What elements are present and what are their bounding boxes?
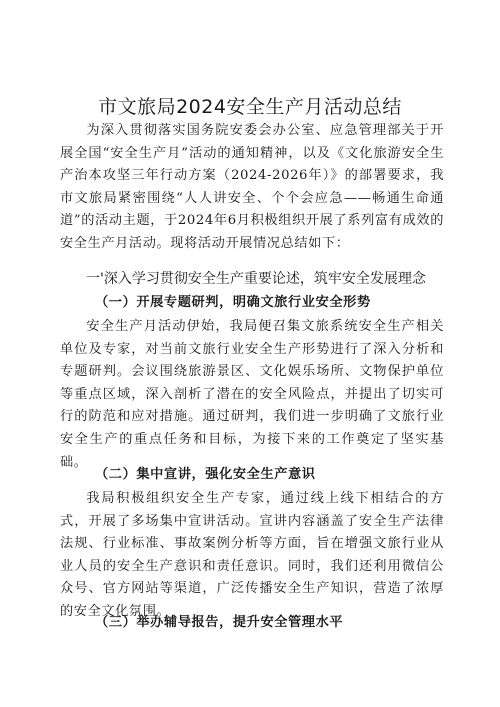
subsection-1-paragraph: 安全生产月活动伊始，我局便召集文旅系统安全生产相关单位及专家，对当前文旅行业安全生产形势进行了深入分析和专题研判。会议围绕旅游景区、文化娱乐场所、文物保护单位等重点区域，深入剖析了潜在的安全风险点，并提出了切实可行的防范和应对措施。通过研判，我们进一步明确了文旅行业安全生产的重点任务和目标，为接下来的工作奠定了坚实基础。 xyxy=(60,319,444,470)
subsection-2-paragraph: 我局积极组织安全生产专家，通过线上线下相结合的方式，开展了多场集中宣讲活动。宣讲内容涵盖了安全生产法律法规、行业标准、事故案例分析等方面，旨在增强文旅行业从业人员的安全生产意识和责任意识。同时，我们还利用微信公众号、官方网站等渠道，广泛传播安全生产知识，营造了浓厚的安全文化氛围。 xyxy=(60,491,444,619)
subsection-1-heading: （一）开展专题研判，明确文旅行业安全形势 xyxy=(95,295,371,310)
section-1-heading: 一'深入学习贯彻安全生产重要论述，筑牢安全发展理念 xyxy=(86,271,426,287)
subsection-2-heading: （二）集中宣讲，强化安全生产意识 xyxy=(95,467,316,482)
subsection-3-heading: （三）举办辅导报告，提升安全管理水平 xyxy=(95,615,344,630)
intro-paragraph: 为深入贯彻落实国务院安委会办公室、应急管理部关于开展全国“安全生产月”活动的通知精神，以及《文化旅游安全生产治本攻坚三年行动方案（2024-2026年）》的部署要求，我市文旅局紧密围绕“人人讲安全、个个会应急——畅通生命通道”的活动主题，于2024年6月积极组织开展了系列富有成效的安全生产月活动。现将活动开展情况总结如下： xyxy=(60,123,444,251)
document-title: 市文旅局2024安全生产月活动总结 xyxy=(98,96,402,118)
